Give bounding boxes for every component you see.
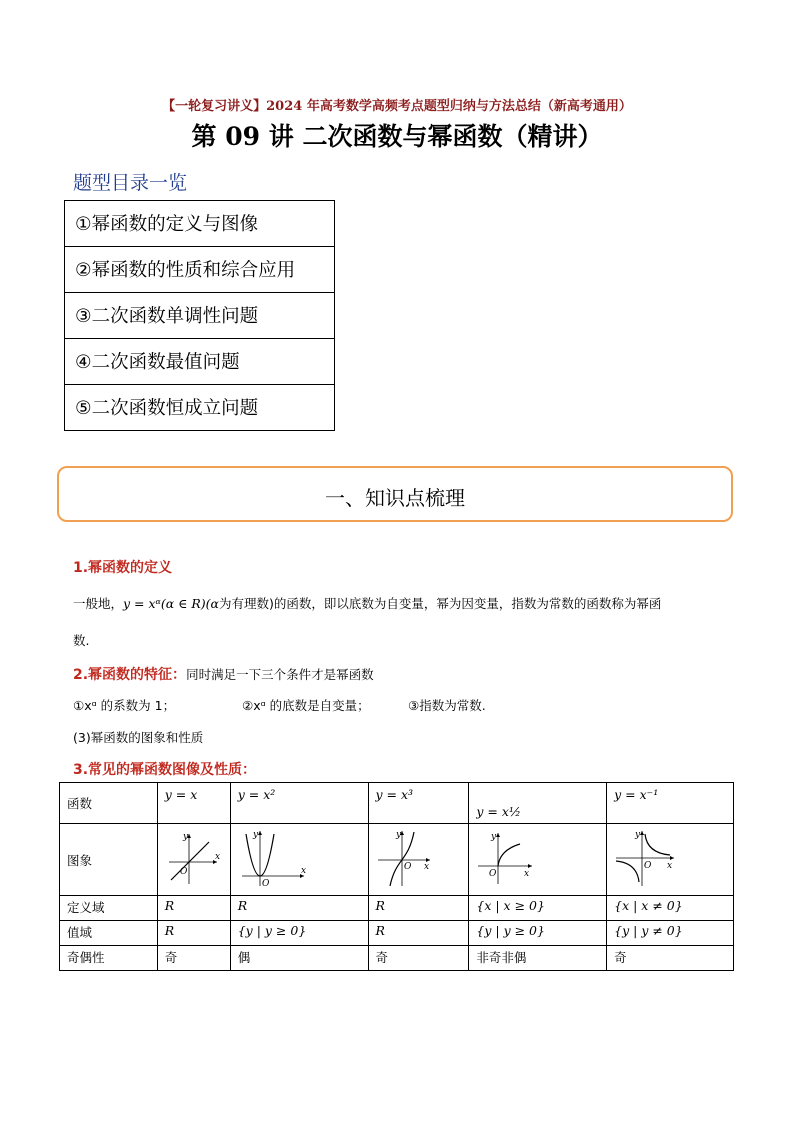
toc-heading: 题型目录一览 xyxy=(73,172,188,194)
x-axis-label: x xyxy=(214,852,220,862)
toc-item xyxy=(65,339,335,385)
x-axis-label: x xyxy=(300,866,306,876)
origin-label: O xyxy=(644,861,652,871)
toc-table xyxy=(64,200,335,431)
range-cell: {y | y ≥ 0} xyxy=(469,921,607,946)
power-function-table xyxy=(59,782,734,971)
parity-cell: 偶 xyxy=(230,946,368,971)
range-cell: {y | y ≥ 0} xyxy=(230,921,368,946)
definition-alpha: (α xyxy=(205,596,219,611)
row-label-parity: 奇偶性 xyxy=(60,946,158,971)
origin-label: O xyxy=(179,867,188,877)
table-row xyxy=(60,783,734,824)
table-row xyxy=(60,824,734,896)
toc-item-2: ②幂函数的性质和综合应用 xyxy=(65,247,335,293)
toc-item xyxy=(65,385,335,431)
table-row xyxy=(60,921,734,946)
y-axis-label: y xyxy=(252,830,258,840)
graph-linear xyxy=(165,830,221,886)
x-axis-label: x xyxy=(524,869,530,879)
row-label-range: 值域 xyxy=(60,921,158,946)
definition-paragraph xyxy=(73,594,733,612)
graph-cell xyxy=(368,824,469,896)
parity-cell: 非奇非偶 xyxy=(469,946,607,971)
graph-square xyxy=(238,828,308,888)
definition-text-cont: 数. xyxy=(73,633,90,648)
y-axis-label: y xyxy=(635,830,641,840)
row-label-function: 函数 xyxy=(60,783,158,824)
definition-formula: y = xᵅ(α ∈ R) xyxy=(123,596,206,611)
definition-pre: 一般地， xyxy=(73,596,124,611)
origin-label: O xyxy=(489,869,497,879)
function-cell: y = x⁻¹ xyxy=(607,783,734,824)
toc-item-1: ①幂函数的定义与图像 xyxy=(65,201,335,247)
y-axis-label: y xyxy=(395,830,401,840)
table-row xyxy=(60,946,734,971)
definition-text: 为有理数)的函数，即以底数为自变量，幂为因变量，指数为常数的函数称为幂函 xyxy=(219,596,662,611)
function-cell: y = x³ xyxy=(368,783,469,824)
x-axis-label: x xyxy=(423,862,429,872)
range-cell: {y | y ≠ 0} xyxy=(607,921,734,946)
y-axis-label: y xyxy=(491,832,497,842)
condition-2: ②xᵅ 的底数是自变量； xyxy=(242,698,370,713)
domain-cell: {x | x ≠ 0} xyxy=(607,896,734,921)
graph-sqrt xyxy=(476,830,536,886)
table-row xyxy=(60,896,734,921)
origin-label: O xyxy=(403,862,411,872)
y-axis-label: y xyxy=(182,832,188,842)
feature-heading: 2.幂函数的特征： xyxy=(73,667,187,683)
toc-item-5: ⑤二次函数恒成立问题 xyxy=(65,385,335,431)
parity-cell: 奇 xyxy=(157,946,230,971)
origin-label: O xyxy=(261,879,270,888)
domain-cell: R xyxy=(368,896,469,921)
subsection-3: (3)幂函数的图象和性质 xyxy=(73,730,204,745)
toc-item-3: ③二次函数单调性问题 xyxy=(65,293,335,339)
graph-reciprocal xyxy=(614,828,678,888)
row-label-graph: 图象 xyxy=(60,824,158,896)
toc-item-4: ④二次函数最值问题 xyxy=(65,339,335,385)
toc-item xyxy=(65,201,335,247)
condition-3: ③指数为常数. xyxy=(408,698,486,713)
range-cell: R xyxy=(157,921,230,946)
range-cell: R xyxy=(368,921,469,946)
series-title: 【一轮复习讲义】2024 年高考数学高频考点题型归纳与方法总结（新高考通用） xyxy=(162,99,632,114)
feature-line xyxy=(73,664,374,684)
toc-item xyxy=(65,247,335,293)
x-axis-label: x xyxy=(667,861,673,871)
function-cell: y = x xyxy=(157,783,230,824)
domain-cell: R xyxy=(230,896,368,921)
function-cell: y = x½ xyxy=(469,783,607,824)
graph-cell xyxy=(469,824,607,896)
toc-item xyxy=(65,293,335,339)
graph-cell xyxy=(157,824,230,896)
parity-cell: 奇 xyxy=(607,946,734,971)
graph-cubic xyxy=(376,828,432,888)
feature-text: 同时满足一下三个条件才是幂函数 xyxy=(186,667,374,682)
condition-1: ①xᵅ 的系数为 1； xyxy=(73,698,176,713)
definition-heading: 1.幂函数的定义 xyxy=(73,560,173,576)
table-heading: 3.常见的幂函数图像及性质： xyxy=(73,762,257,778)
function-cell: y = x² xyxy=(230,783,368,824)
parity-cell: 奇 xyxy=(368,946,469,971)
graph-cell xyxy=(607,824,734,896)
section-title: 一、知识点梳理 xyxy=(325,486,465,510)
domain-cell: R xyxy=(157,896,230,921)
row-label-domain: 定义域 xyxy=(60,896,158,921)
graph-cell xyxy=(230,824,368,896)
page-title: 第 09 讲 二次函数与幂函数（精讲） xyxy=(191,122,603,151)
domain-cell: {x | x ≥ 0} xyxy=(469,896,607,921)
